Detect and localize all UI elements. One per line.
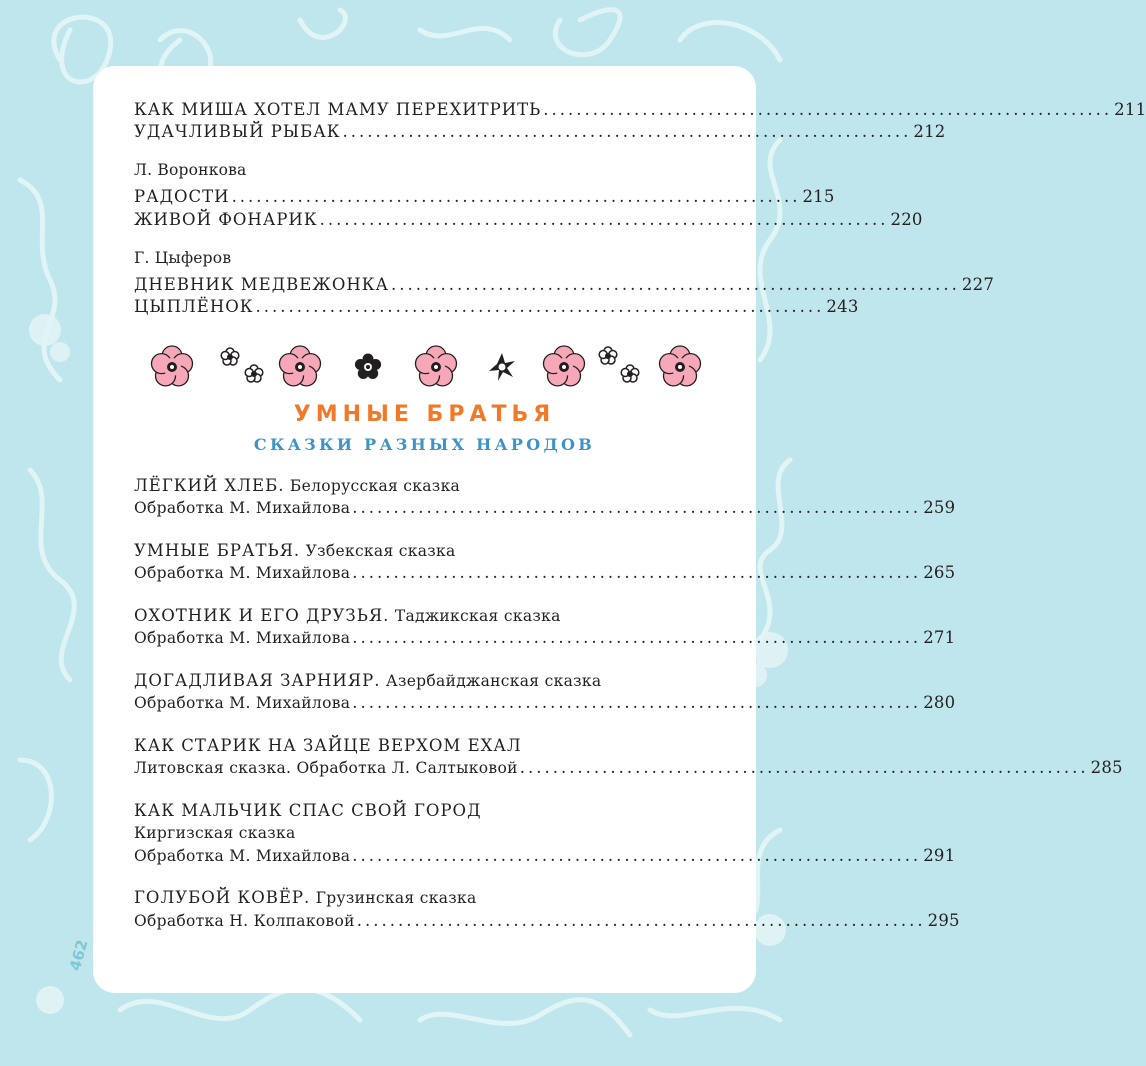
entry-page: 212 <box>913 122 946 141</box>
page-number: 462 <box>66 937 92 973</box>
entry-title: КАК МИША ХОТЕЛ МАМУ ПЕРЕХИТРИТЬ <box>134 99 542 119</box>
entry-title: ОХОТНИК И ЕГО ДРУЗЬЯ. <box>134 605 390 625</box>
entry-credit: Обработка М. Михайлова <box>134 846 351 865</box>
dot-leader: ..................................................................... <box>352 498 922 517</box>
entry-credit: Обработка М. Михайлова <box>134 694 351 712</box>
toc-entry[interactable] <box>134 537 956 582</box>
entry-credit: Литовская сказка. Обработка Л. Салтыковой <box>134 759 518 777</box>
dot-leader: ..................................................................... <box>352 845 922 865</box>
toc-entry[interactable] <box>134 732 1123 777</box>
dot-leader: ..................................................................... <box>352 563 922 582</box>
toc-entry[interactable] <box>134 206 923 229</box>
entry-credit: Обработка М. Михайлова <box>134 499 351 517</box>
toc-entry[interactable] <box>134 294 859 317</box>
entry-note: Таджикская сказка <box>394 606 561 625</box>
dot-leader: ..................................................................... <box>231 187 801 206</box>
entry-note: Белорусская сказка <box>289 476 461 495</box>
author-name: Г. Цыферов <box>134 248 232 267</box>
section-subtitle: СКАЗКИ РАЗНЫХ НАРОДОВ <box>253 435 596 454</box>
dot-leader: ..................................................................... <box>255 297 825 316</box>
entry-credit: Обработка М. Михайлова <box>134 629 351 647</box>
entry-page: 295 <box>927 910 960 930</box>
toc-entry[interactable] <box>134 96 1146 119</box>
dot-leader: ..................................................................... <box>543 99 1113 119</box>
toc-entry[interactable] <box>134 797 956 865</box>
entry-title: ГОЛУБОЙ КОВЁР. <box>134 888 311 907</box>
entry-title: ДНЕВНИК МЕДВЕЖОНКА <box>134 274 390 294</box>
dot-leader: ..................................................................... <box>352 628 922 647</box>
entry-page: 243 <box>826 297 859 316</box>
entry-credit: Обработка Н. Колпаковой <box>134 911 355 930</box>
toc-entry[interactable] <box>134 184 835 207</box>
entry-page: 265 <box>923 563 956 582</box>
entry-page: 291 <box>923 845 956 865</box>
entry-title: КАК СТАРИК НА ЗАЙЦЕ ВЕРХОМ ЕХАЛ <box>134 735 522 755</box>
dot-leader: ..................................................................... <box>356 910 926 930</box>
toc-entry[interactable] <box>134 119 946 142</box>
table-of-contents <box>134 96 1146 950</box>
contents-page <box>93 66 1146 993</box>
toc-entry[interactable] <box>134 667 956 712</box>
dot-leader: ..................................................................... <box>352 693 922 712</box>
entry-page: 280 <box>923 693 956 712</box>
entry-title: УМНЫЕ БРАТЬЯ. <box>134 540 301 560</box>
dot-leader: ..................................................................... <box>519 758 1089 777</box>
toc-entry[interactable] <box>134 602 956 647</box>
entry-note: Азербайджанская сказка <box>385 671 602 690</box>
entry-note: Узбекская сказка <box>305 541 456 560</box>
entry-credit: Обработка М. Михайлова <box>134 564 351 582</box>
entry-page: 220 <box>890 209 923 229</box>
toc-entry[interactable] <box>134 885 960 930</box>
entry-title: УДАЧЛИВЫЙ РЫБАК <box>134 122 341 141</box>
entry-page: 215 <box>802 187 835 206</box>
section-title: УМНЫЕ БРАТЬЯ <box>293 402 556 427</box>
entry-note: Киргизская сказка <box>134 824 296 842</box>
entry-note: Грузинская сказка <box>315 889 477 907</box>
entry-page: 271 <box>923 628 956 647</box>
entry-title: ЦЫПЛЁНОК <box>134 297 254 316</box>
flower-ornament <box>134 332 715 402</box>
entry-page: 259 <box>923 498 956 517</box>
toc-entry[interactable] <box>134 271 995 294</box>
entry-title: ЛЁГКИЙ ХЛЕБ. <box>134 475 285 495</box>
dot-leader: ..................................................................... <box>319 209 889 229</box>
entry-title: КАК МАЛЬЧИК СПАС СВОЙ ГОРОД <box>134 800 482 820</box>
entry-page: 285 <box>1090 758 1123 777</box>
entry-title: РАДОСТИ <box>134 187 230 206</box>
author-name: Л. Воронкова <box>134 161 247 179</box>
entry-page: 227 <box>961 274 995 294</box>
entry-title: ЖИВОЙ ФОНАРИК <box>134 209 318 229</box>
entry-title: ДОГАДЛИВАЯ ЗАРНИЯР. <box>134 670 381 690</box>
dot-leader: ..................................................................... <box>391 274 960 294</box>
entry-page: 211 <box>1114 99 1146 119</box>
dot-leader: ..................................................................... <box>342 122 912 141</box>
toc-entry[interactable] <box>134 472 956 517</box>
